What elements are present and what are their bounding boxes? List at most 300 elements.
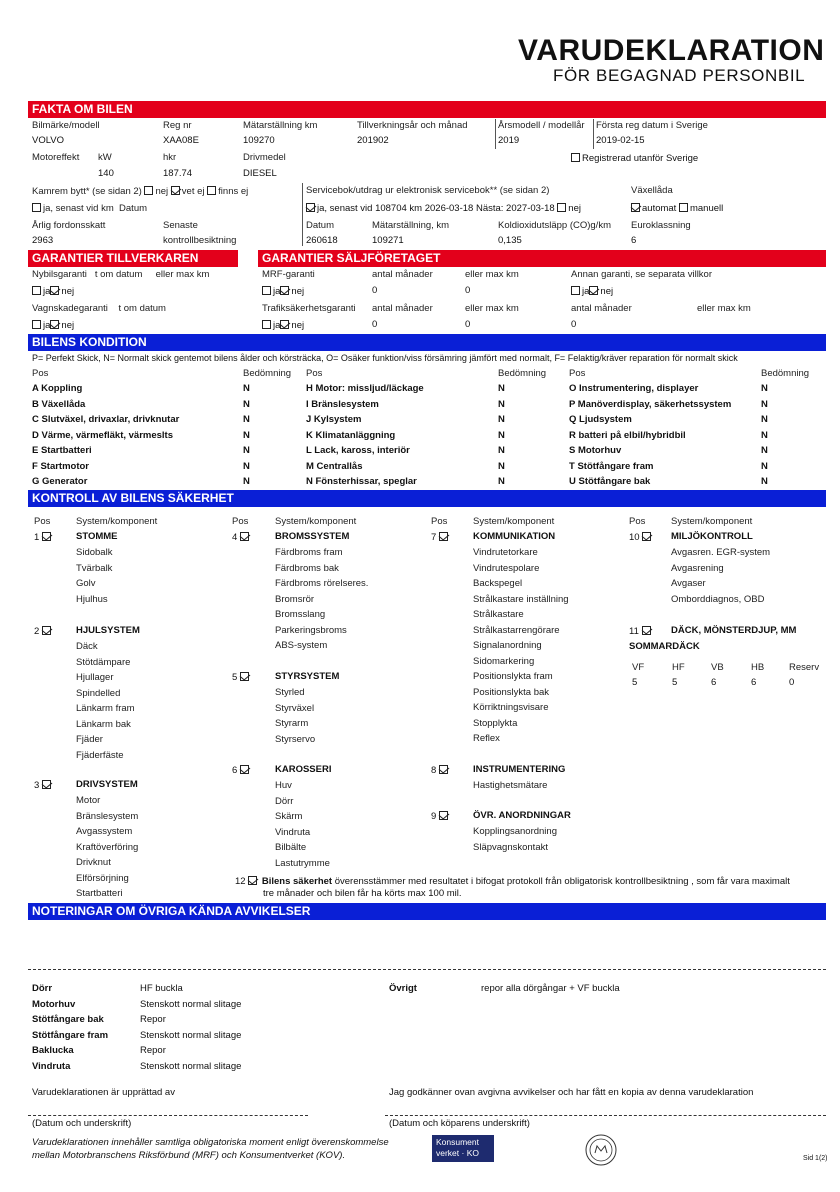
checkbox-kamrem-ja[interactable]: [32, 203, 41, 212]
sakerhet-item: Motor: [76, 795, 101, 806]
kondition-value: N: [498, 414, 505, 425]
manuell-label: manuell: [689, 203, 724, 214]
checkbox-service-ja[interactable]: [306, 203, 315, 212]
checkbox-mrf-nej[interactable]: [280, 286, 289, 295]
pos-number: 7: [431, 532, 437, 543]
label-annan-eller: eller max km: [697, 303, 751, 314]
pos-number: 8: [431, 765, 437, 776]
tire-value: 5: [632, 677, 638, 688]
tire-header: Reserv: [789, 662, 820, 673]
signature-line-seller[interactable]: [28, 1115, 308, 1116]
pos-number: 11: [629, 626, 639, 637]
sakerhet-item: Reflex: [473, 733, 500, 744]
kondition-bed-header: Bedömning: [761, 368, 810, 379]
pos-number: 2: [34, 626, 40, 637]
kondition-item: O Instrumentering, displayer: [569, 383, 699, 394]
sakerhet-12-row: [235, 876, 790, 888]
sakerhet-group-title: KAROSSERI: [275, 764, 332, 775]
sakerhet-item: Kraftöverföring: [76, 841, 139, 853]
kondition-pos-header: Pos: [32, 368, 49, 379]
label-vagnskada: [32, 304, 166, 315]
kondition-bed-header: Bedömning: [243, 368, 292, 379]
value-mrf-manader: 0: [372, 285, 378, 296]
checkbox-box[interactable]: [571, 153, 580, 162]
label-senaste: Senaste: [163, 220, 198, 231]
godkanner-label: Jag godkänner ovan avgivna avvikelser och har fått en kopia av denna varudeklaration: [389, 1087, 754, 1098]
sakerhet-sys-header: System/komponent: [275, 516, 357, 527]
noter-key: Stötfångare bak: [32, 1014, 104, 1025]
document-subtitle: FÖR BEGAGNAD PERSONBIL: [553, 66, 806, 85]
label-mrf: MRF-garanti: [262, 269, 315, 280]
pos-number: 4: [232, 532, 238, 543]
label-arsmodell: Årsmodell / modellår: [498, 120, 585, 131]
kondition-item: Q Ljudsystem: [569, 414, 632, 425]
sakerhet-item: Vindrutetorkare: [473, 547, 538, 558]
checkbox-service-nej[interactable]: [557, 203, 566, 212]
kondition-value: N: [498, 476, 505, 487]
value-tillverk: 201902: [357, 135, 389, 146]
kondition-item: B Växellåda: [32, 398, 86, 410]
checkbox-trafik-ja[interactable]: [262, 320, 271, 329]
pos-number: 3: [34, 780, 40, 791]
noter-value: Repor: [140, 1014, 166, 1025]
vagn-janej: [32, 320, 74, 332]
noter-value: Stenskott normal slitage: [140, 1029, 242, 1041]
label-mrf-eller: eller max km: [465, 269, 519, 280]
kondition-value: N: [761, 383, 768, 394]
vagn-text: Vagnskadegaranti: [32, 303, 108, 314]
kondition-value: N: [243, 414, 250, 425]
annan-janej: [571, 286, 613, 298]
kondition-item: D Värme, värmefläkt, värmeslts: [32, 429, 173, 441]
pos-12: 12: [235, 876, 246, 887]
label-kamrem: [32, 186, 248, 198]
sign-buyer-label: (Datum och köparens underskrift): [389, 1118, 530, 1129]
sakerhet-item: Spindelled: [76, 687, 121, 699]
sakerhet-12-text: överensstämmer med resultatet i bifogat protokoll från obligatorisk kontrollbesiktning , som får vara maximalt: [332, 876, 790, 887]
value-reg: XAA08E: [163, 135, 199, 146]
sakerhet-item: Dörr: [275, 795, 294, 807]
nej-label: nej: [291, 320, 305, 331]
kondition-value: N: [243, 398, 250, 410]
kondition-heading: BILENS KONDITION: [28, 334, 826, 351]
kondition-value: N: [498, 383, 505, 394]
kv-line1: Konsument: [436, 1137, 479, 1147]
label-servicebok: Servicebok/utdrag ur elektronisk servicebok** (se sidan 2): [306, 185, 550, 196]
automat-label: automat: [642, 203, 677, 214]
sakerhet-group-g2: [34, 626, 53, 638]
pos-number: 5: [232, 672, 238, 683]
sakerhet-group-title: INSTRUMENTERING: [473, 764, 566, 775]
sakerhet-item: Kopplingsanordning: [473, 826, 557, 837]
ovrigt-value: repor alla dörgångar + VF buckla: [481, 983, 620, 994]
checkbox-nybil-ja[interactable]: [32, 286, 41, 295]
sakerhet-item: Strålkastare inställning: [473, 593, 569, 605]
value-datum: 260618: [306, 235, 338, 246]
sakerhet-item: Fjäderfäste: [76, 749, 124, 761]
tire-header: HB: [751, 662, 765, 673]
checkbox-g9[interactable]: [439, 811, 448, 820]
label-euro: Euroklassning: [631, 220, 691, 231]
kondition-item: H Motor: missljud/läckage: [306, 383, 424, 394]
sakerhet-item: Backspegel: [473, 578, 523, 589]
value-euro: 6: [631, 235, 637, 246]
sakerhet-item: Hjullager: [76, 672, 114, 683]
kamrem-nej-label: nej: [155, 186, 169, 197]
label-mrf-antal: antal månader: [372, 269, 433, 280]
sakerhet-group-title: BROMSSYSTEM: [275, 531, 350, 542]
sakerhet-group-title: STYRSYSTEM: [275, 671, 340, 682]
checkbox-g6[interactable]: [240, 765, 249, 774]
label-annan-antal: antal månader: [571, 303, 632, 314]
sakerhet-item: Startbatteri: [76, 888, 123, 899]
checkbox-kamrem-nej[interactable]: [144, 186, 153, 195]
sakerhet-sys-header: System/komponent: [76, 516, 158, 527]
ja-label: ja: [43, 286, 51, 297]
kondition-value: N: [761, 429, 768, 441]
sakerhet-item: Avgasren. EGR-system: [671, 547, 771, 558]
sakerhet-item: Stötdämpare: [76, 656, 131, 668]
garanti-tillverkaren-heading: GARANTIER TILLVERKAREN: [28, 250, 238, 267]
sakerhet-item: Elförsörjning: [76, 872, 129, 884]
pos-number: 10: [629, 532, 640, 543]
label-nybil: [32, 270, 209, 281]
tire-header: HF: [672, 662, 685, 673]
tire-header: VB: [711, 662, 724, 673]
noter-value: Stenskott normal slitage: [140, 1060, 242, 1072]
sakerhet-item: Avgassystem: [76, 826, 133, 837]
noter-key: Motorhuv: [32, 998, 76, 1010]
sakerhet-group-g6: [232, 765, 251, 777]
label-trafik: Trafiksäkerhetsgaranti: [262, 303, 356, 314]
sakerhet-item: ABS-system: [275, 640, 328, 651]
sakerhet-group-g5: [232, 672, 251, 684]
value-trafik-manader: 0: [372, 319, 378, 330]
kondition-value: N: [761, 398, 768, 410]
kondition-item: E Startbatteri: [32, 445, 92, 456]
sakerhet-item: Strålkastare: [473, 609, 524, 620]
noter-key: Dörr: [32, 983, 53, 994]
tire-value: 0: [789, 677, 795, 688]
sakerhet-group-title: ÖVR. ANORDNINGAR: [473, 810, 571, 821]
tire-header: VF: [632, 662, 645, 673]
label-skatt: Årlig fordonsskatt: [32, 220, 106, 231]
nybil-janej: [32, 286, 74, 298]
sakerhet-item: Vindruta: [275, 826, 311, 838]
servicebok-value: ja, senast vid 108704 km 2026-03-18 Nästa: 2027-03-18: [317, 203, 555, 214]
kondition-item: K Klimatanläggning: [306, 429, 396, 441]
kondition-item: C Slutväxel, drivaxlar, drivknutar: [32, 414, 180, 425]
checkbox-nybil-nej[interactable]: [50, 286, 59, 295]
label-reg: Reg nr: [163, 120, 192, 131]
tire-value: 5: [672, 677, 678, 688]
sakerhet-group-g1: [34, 532, 53, 544]
sakerhet-item: Bromsslang: [275, 609, 326, 620]
kondition-value: N: [243, 445, 250, 456]
checkbox-trafik-nej[interactable]: [280, 320, 289, 329]
sakerhet-12-bold: Bilens säkerhet: [261, 876, 333, 887]
ja-label: ja: [273, 320, 281, 331]
sakerhet-item: Hastighetsmätare: [473, 780, 548, 791]
kondition-item: N Fönsterhissar, speglar: [306, 476, 417, 487]
vagn-tom: t om datum: [118, 303, 166, 314]
checkbox-automat[interactable]: [631, 203, 640, 212]
label-tillverk: Tillverkningsår och månad: [357, 120, 468, 131]
sakerhet-item: Stopplykta: [473, 717, 518, 729]
sakerhet-item: Styrarm: [275, 718, 309, 729]
fakta-heading: FAKTA OM BILEN: [28, 101, 826, 118]
checkbox-g11[interactable]: [642, 626, 651, 635]
sakerhet-item: Färdbroms rörelseres.: [275, 578, 369, 589]
sakerhet-item: Drivknut: [76, 857, 111, 868]
kamrem-text: Kamrem bytt* (se sidan 2): [32, 186, 142, 197]
pos-number: 6: [232, 765, 238, 776]
nej-label: nej: [600, 286, 614, 297]
sakerhet-item: Parkeringsbroms: [275, 624, 347, 636]
label-utanfor: Registrerad utanför Sverige: [582, 153, 699, 164]
document-title: VARUDEKLARATION: [518, 34, 825, 67]
label-co2: Koldioxidutsläpp (CO)g/km: [498, 220, 611, 231]
kondition-item: S Motorhuv: [569, 445, 622, 456]
checkbox-g4[interactable]: [240, 532, 249, 541]
sakerhet-group-title: HJULSYSTEM: [76, 625, 140, 636]
sign-seller-label: (Datum och underskrift): [32, 1118, 132, 1129]
sakerhet-item: Länkarm bak: [76, 718, 131, 730]
kondition-value: N: [498, 398, 505, 410]
kv-line2: verket · KO: [436, 1148, 479, 1158]
tire-value: 6: [711, 677, 717, 688]
checkbox-mrf-ja[interactable]: [262, 286, 271, 295]
checkbox-kamrem-vetej[interactable]: [171, 186, 180, 195]
label-drivmedel: Drivmedel: [243, 152, 286, 163]
sakerhet-group-title: STOMME: [76, 531, 118, 542]
checkbox-annan-ja[interactable]: [571, 286, 580, 295]
sakerhet-item: Bränslesystem: [76, 810, 139, 822]
checkbox-g2[interactable]: [42, 626, 51, 635]
ja-label: ja: [43, 320, 51, 331]
kondition-item: F Startmotor: [32, 460, 89, 472]
sakerhet-item: Styrväxel: [275, 702, 315, 714]
signature-line-buyer[interactable]: [385, 1115, 826, 1116]
ja-label: ja: [582, 286, 590, 297]
label-vaxellada: Växellåda: [631, 185, 673, 196]
sakerhet-item: Länkarm fram: [76, 703, 135, 714]
noter-value: Stenskott normal slitage: [140, 998, 242, 1010]
mrf-seal-icon: [584, 1133, 618, 1167]
sakerhet-item: Avgaser: [671, 578, 706, 589]
checkbox-pos-12[interactable]: [248, 876, 257, 885]
kondition-item: G Generator: [32, 476, 88, 487]
checkbox-manuell[interactable]: [679, 203, 688, 212]
checkbox-vagn-nej[interactable]: [50, 320, 59, 329]
sakerhet-item: Sidomarkering: [473, 655, 535, 667]
label-motoreffekt: Motoreffekt: [32, 152, 80, 163]
nej-label: nej: [61, 320, 75, 331]
sakerhet-group-g10: [629, 532, 653, 544]
sakerhet-item: Styrservo: [275, 733, 316, 745]
sakerhet-item: Bromsrör: [275, 593, 315, 605]
sakerhet-item: Golv: [76, 578, 96, 589]
sakerhet-12-text2: tre månader och bilen får ha körts max 100 mil.: [263, 888, 462, 899]
kondition-bed-header: Bedömning: [498, 368, 547, 379]
checkbox-g10[interactable]: [642, 532, 651, 541]
label-matar: Mätarställning km: [243, 120, 318, 131]
nej-label: nej: [61, 286, 75, 297]
checkbox-vagn-ja[interactable]: [32, 320, 41, 329]
value-mrf-km: 0: [465, 285, 471, 296]
sakerhet-item: Skärm: [275, 811, 303, 822]
value-annan-manader: 0: [571, 319, 577, 330]
tire-value: 6: [751, 677, 757, 688]
kondition-item: R batteri på elbil/hybridbil: [569, 429, 686, 441]
sakerhet-pos-header: Pos: [431, 516, 448, 527]
sakerhet-item: Sidobalk: [76, 547, 113, 558]
sakerhet-item: Positionslykta bak: [473, 686, 550, 698]
nybil-tom: t om datum: [94, 269, 143, 280]
kondition-item: I Bränslesystem: [306, 398, 379, 410]
sakerhet-item: Strålkastarrengörare: [473, 624, 560, 636]
value-hkr: 187.74: [163, 168, 193, 179]
sakerhet-group-g11: [629, 626, 653, 638]
kondition-value: N: [498, 445, 505, 456]
ovrigt-label: Övrigt: [389, 983, 417, 994]
sakerhet-item: Tvärbalk: [76, 562, 113, 574]
sakerhet-group-g4: [232, 532, 251, 544]
kondition-value: N: [761, 460, 768, 472]
kondition-value: N: [761, 414, 768, 425]
value-trafik-km: 0: [465, 319, 471, 330]
ja-label: ja: [273, 286, 281, 297]
value-matar: 109270: [243, 135, 275, 146]
sakerhet-group-g7: [431, 532, 450, 544]
sakerhet-item: Körriktningsvisare: [473, 702, 549, 713]
value-arsmodell: 2019: [498, 135, 520, 146]
value-forsta-reg: 2019-02-15: [596, 135, 645, 146]
kondition-value: N: [243, 383, 250, 394]
sakerhet-group-g3: [34, 780, 53, 792]
kondition-pos-header: Pos: [306, 368, 323, 379]
sakerhet-group-title: DÄCK, MÖNSTERDJUP, MM: [671, 625, 797, 636]
servicebok-row: [306, 203, 581, 215]
label-kontrollbesiktning: kontrollbesiktning: [163, 235, 237, 246]
sakerhet-item: Signalanordning: [473, 640, 542, 651]
sakerhet-pos-header: Pos: [232, 516, 249, 527]
konsumentverket-logo: [432, 1135, 494, 1162]
checkbox-utanfor-sverige[interactable]: [571, 153, 698, 165]
value-model: VOLVO: [32, 135, 65, 146]
kamrem-ja-row: [32, 203, 147, 215]
sakerhet-item: Släpvagnskontakt: [473, 841, 548, 853]
nybil-text: Nybilsgaranti: [32, 269, 87, 280]
value-matar2: 109271: [372, 235, 404, 246]
kamrem-datum-label: Datum: [119, 203, 148, 214]
pos-number: 1: [34, 532, 40, 543]
upprattad-label: Varudeklarationen är upprättad av: [32, 1087, 175, 1098]
value-kw: 140: [98, 168, 114, 179]
checkbox-g3[interactable]: [42, 780, 51, 789]
sakerhet-item: Positionslykta fram: [473, 671, 553, 682]
label-model: Bilmärke/modell: [32, 120, 100, 131]
kondition-item: A Koppling: [32, 383, 83, 394]
kondition-value: N: [243, 429, 250, 441]
nej-label: nej: [291, 286, 305, 297]
sakerhet-item: Vindrutespolare: [473, 562, 540, 574]
pos-number: 9: [431, 811, 437, 822]
kondition-pos-header: Pos: [569, 368, 586, 379]
checkbox-kamrem-finnsej[interactable]: [207, 186, 216, 195]
sakerhet-item: Däck: [76, 641, 98, 652]
noter-key: Vindruta: [32, 1060, 71, 1072]
label-datum: Datum: [306, 220, 334, 231]
sakerhet-item: Färdbroms bak: [275, 562, 339, 574]
sommardack-label: SOMMARDÄCK: [629, 641, 700, 652]
kondition-item: J Kylsystem: [306, 414, 362, 425]
footer-note-1: Varudeklarationen innehåller samtliga obligatoriska moment enligt överenskommelse: [32, 1137, 389, 1148]
page-number: Sid 1(2): [803, 1155, 828, 1162]
kondition-item: P Manöverdisplay, säkerhetssystem: [569, 398, 732, 410]
value-skatt: 2963: [32, 235, 54, 246]
label-kw: kW: [98, 152, 112, 163]
garanti-saljforetaget-heading: GARANTIER SÄLJFÖRETAGET: [258, 250, 826, 267]
footer-note-2: mellan Motorbranschens Riksförbund (MRF) och Konsumentverket (KOV).: [32, 1150, 346, 1161]
checkbox-g5[interactable]: [240, 672, 249, 681]
label-trafik-eller: eller max km: [465, 303, 519, 314]
kondition-legend: P= Perfekt Skick, N= Normalt skick gentemot bilens ålder och körsträcka, O= Osäker funktion/viss försämring jämfört med normalt, F= Felaktig/kräver reparation för normalt skick: [32, 353, 738, 363]
noteringar-heading: NOTERINGAR OM ÖVRIGA KÄNDA AVVIKELSER: [28, 903, 826, 920]
label-matar2: Mätarställning, km: [372, 220, 450, 231]
sakerhet-pos-header: Pos: [629, 516, 646, 527]
label-annan: Annan garanti, se separata villkor: [571, 269, 712, 280]
label-forsta-reg: Första reg datum i Sverige: [596, 120, 708, 131]
kondition-item: M Centrallås: [306, 460, 363, 472]
kondition-item: U Stötfångare bak: [569, 476, 651, 487]
kamrem-vetej-label: vet ej: [181, 186, 205, 197]
sakerhet-group-g8: [431, 765, 450, 777]
service-nej-label: nej: [568, 203, 581, 214]
sakerhet-item: Huv: [275, 780, 292, 791]
value-co2: 0,135: [498, 235, 522, 246]
sakerhet-group-title: DRIVSYSTEM: [76, 779, 138, 790]
checkbox-g1[interactable]: [42, 532, 51, 541]
trafik-janej: [262, 320, 304, 332]
checkbox-annan-nej[interactable]: [589, 286, 598, 295]
checkbox-g8[interactable]: [439, 765, 448, 774]
sakerhet-item: Fjäder: [76, 734, 103, 745]
sakerhet-sys-header: System/komponent: [473, 516, 555, 527]
kondition-value: N: [761, 476, 768, 487]
sakerhet-group-g9: [431, 811, 450, 823]
checkbox-g7[interactable]: [439, 532, 448, 541]
kondition-value: N: [498, 429, 505, 441]
noter-key: Stötfångare fram: [32, 1029, 109, 1041]
kamrem-ja-label: ja, senast vid km: [43, 203, 114, 214]
label-trafik-antal: antal månader: [372, 303, 433, 314]
kondition-item: L Lack, kaross, interiör: [306, 445, 410, 456]
kondition-value: N: [761, 445, 768, 456]
sakerhet-item: Styrled: [275, 687, 305, 698]
vaxellada-row: [631, 203, 723, 215]
noter-value: Repor: [140, 1045, 166, 1056]
kondition-value: N: [243, 476, 250, 487]
sakerhet-group-title: KOMMUNIKATION: [473, 531, 556, 542]
kamrem-finnsej-label: finns ej: [218, 186, 249, 197]
sakerhet-item: Hjulhus: [76, 593, 108, 605]
sakerhet-pos-header: Pos: [34, 516, 51, 527]
label-hkr: hkr: [163, 152, 177, 163]
mrf-janej: [262, 286, 304, 298]
sakerhet-group-title: MILJÖKONTROLL: [671, 531, 753, 542]
sakerhet-item: Avgasrening: [671, 562, 724, 574]
